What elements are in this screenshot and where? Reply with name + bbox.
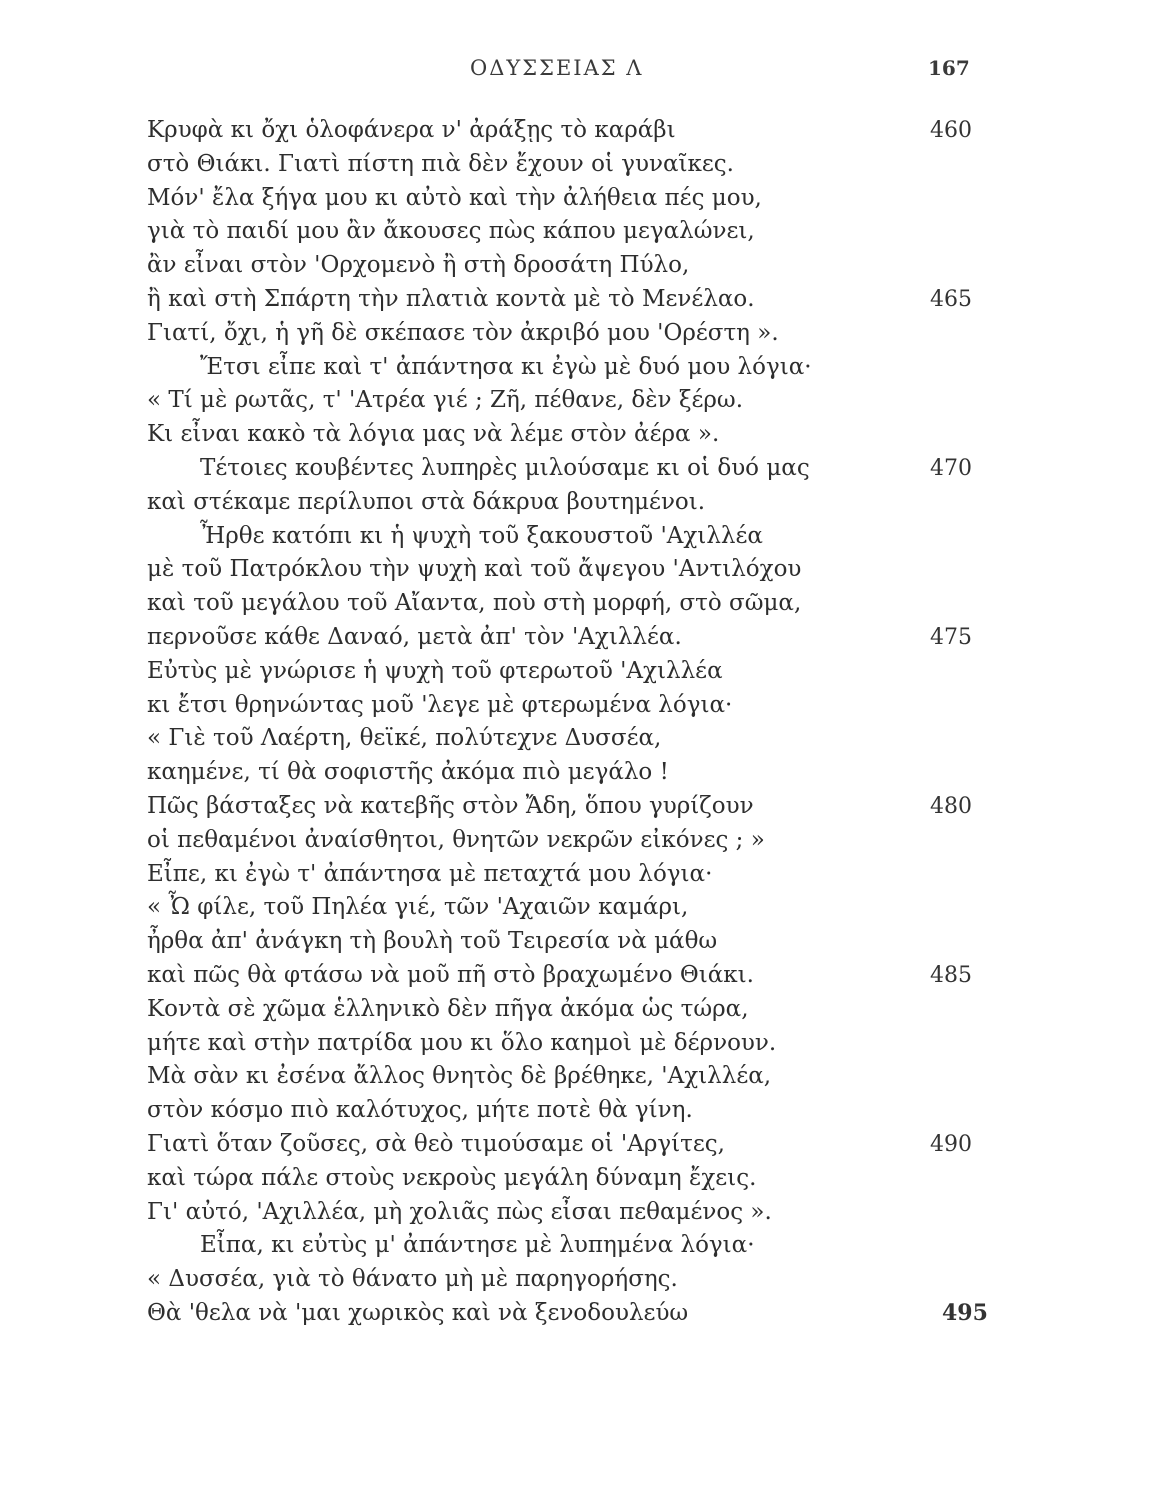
verse-text: Εἶπε, κι ἐγὼ τ' ἀπάντησα μὲ πεταχτά μου λόγια· xyxy=(147,860,713,887)
verse-text: « Τί μὲ ρωτᾶς, τ' 'Ατρέα γιέ ; Ζῆ, πέθανε, δὲν ξέρω. xyxy=(147,387,744,414)
verse-text: γιὰ τὸ παιδί μου ἂν ἄκουσες πὼς κάπου μεγαλώνει, xyxy=(147,218,755,245)
verse-text: καημένε, τί θὰ σοφιστῆς ἀκόμα πιὸ μεγάλο ! xyxy=(147,759,669,786)
verse-text: ἦρθα ἀπ' ἀνάγκη τὴ βουλὴ τοῦ Τειρεσία νὰ μάθω xyxy=(147,928,718,955)
verse-line xyxy=(0,1128,1174,1162)
verse-text: μήτε καὶ στὴν πατρίδα μου κι ὅλο καημοὶ μὲ δέρνουν. xyxy=(147,1029,777,1056)
verse-line xyxy=(0,148,1174,182)
verse-line xyxy=(0,993,1174,1027)
verse-text: « Ὦ φίλε, τοῦ Πηλέα γιέ, τῶν 'Αχαιῶν καμάρι, xyxy=(147,894,689,921)
verse-text: Θὰ 'θελα νὰ 'μαι χωρικὸς καὶ νὰ ξενοδουλεύω xyxy=(147,1299,689,1326)
verse-line xyxy=(0,858,1174,892)
verse-text: Εὐτὺς μὲ γνώρισε ἡ ψυχὴ τοῦ φτερωτοῦ 'Αχιλλέα xyxy=(147,657,723,684)
verse-line xyxy=(0,283,1174,317)
verse-text: καὶ τοῦ μεγάλου τοῦ Αἴαντα, ποὺ στὴ μορφή, στὸ σῶμα, xyxy=(147,590,802,617)
verse-text: κι ἔτσι θρηνώντας μοῦ 'λεγε μὲ φτερωμένα λόγια· xyxy=(147,691,733,718)
verse-line xyxy=(0,486,1174,520)
verse-number: 490 xyxy=(930,1131,972,1157)
verse-line xyxy=(0,1263,1174,1297)
verse-text: Κρυφὰ κι ὄχι ὁλοφάνερα ν' ἀράξῃς τὸ καράβι xyxy=(147,117,676,143)
verse-line xyxy=(0,756,1174,790)
verse-line xyxy=(0,1060,1174,1094)
verse-line xyxy=(0,587,1174,621)
verse-text: ἂν εἶναι στὸν 'Ορχομενὸ ἢ στὴ δροσάτη Πύλο, xyxy=(147,252,690,279)
verse-text: Τέτοιες κουβέντες λυπηρὲς μιλούσαμε κι οἱ δυό μας xyxy=(200,454,810,481)
verse-text: Μὰ σὰν κι ἐσένα ἄλλος θνητὸς δὲ βρέθηκε, 'Αχιλλέα, xyxy=(147,1063,772,1090)
verse-line xyxy=(0,689,1174,723)
verse-text: Γιατί, ὄχι, ἡ γῆ δὲ σκέπασε τὸν ἀκριβό μου 'Ορέστη ». xyxy=(147,319,779,346)
verse-line xyxy=(0,790,1174,824)
verse-text: περνοῦσε κάθε Δαναό, μετὰ ἀπ' τὸν 'Αχιλλέα. xyxy=(147,623,682,650)
verse-line xyxy=(0,114,1174,148)
verse-line xyxy=(0,520,1174,554)
verse-text: στὸν κόσμο πιὸ καλότυχος, μήτε ποτὲ θὰ γίνη. xyxy=(147,1097,693,1124)
verse-number: 460 xyxy=(930,118,972,143)
verse-text: ἢ καὶ στὴ Σπάρτη τὴν πλατιὰ κοντὰ μὲ τὸ Μενέλαο. xyxy=(147,285,755,312)
verse-line xyxy=(0,1229,1174,1263)
verse-line xyxy=(0,925,1174,959)
verse-line xyxy=(0,824,1174,858)
verse-text: Πῶς βάσταξες νὰ κατεβῆς στὸν Ἄδη, ὅπου γυρίζουν xyxy=(147,792,754,819)
verse-block xyxy=(0,114,1174,1331)
verse-number: 470 xyxy=(930,455,972,481)
verse-line xyxy=(0,249,1174,283)
verse-number: 475 xyxy=(930,624,972,650)
verse-text: Κοντὰ σὲ χῶμα ἑλληνικὸ δὲν πῆγα ἀκόμα ὡς τώρα, xyxy=(147,995,749,1022)
verse-line xyxy=(0,553,1174,587)
verse-text: Ἔτσι εἶπε καὶ τ' ἀπάντησα κι ἐγὼ μὲ δυό μου λόγια· xyxy=(200,353,812,380)
verse-line xyxy=(0,1196,1174,1230)
verse-number: 480 xyxy=(930,793,972,819)
verse-text: Εἶπα, κι εὐτὺς μ' ἀπάντησε μὲ λυπημένα λόγια· xyxy=(200,1232,755,1259)
verse-line xyxy=(0,1094,1174,1128)
verse-line xyxy=(0,722,1174,756)
verse-text: καὶ τώρα πάλε στοὺς νεκροὺς μεγάλη δύναμη ἔχεις. xyxy=(147,1164,757,1191)
verse-line xyxy=(0,1297,1174,1331)
verse-line xyxy=(0,1027,1174,1061)
verse-line xyxy=(0,959,1174,993)
running-title: ΟΔΥΣΣΕΙΑΣ Λ xyxy=(470,56,644,80)
verse-text: Μόν' ἔλα ξήγα μου κι αὐτὸ καὶ τὴν ἀλήθεια πές μου, xyxy=(147,184,762,211)
verse-text: καὶ στέκαμε περίλυποι στὰ δάκρυα βουτημένοι. xyxy=(147,488,706,515)
verse-text: Ἦρθε κατόπι κι ἡ ψυχὴ τοῦ ξακουστοῦ 'Αχιλλέα xyxy=(200,522,763,549)
verse-line xyxy=(0,891,1174,925)
verse-line xyxy=(0,418,1174,452)
verse-text: οἱ πεθαμένοι ἀναίσθητοι, θνητῶν νεκρῶν εἰκόνες ; » xyxy=(147,826,765,853)
verse-line xyxy=(0,1162,1174,1196)
verse-text: στὸ Θιάκι. Γιατὶ πίστη πιὰ δὲν ἔχουν οἱ γυναῖκες. xyxy=(147,150,734,177)
page-number: 167 xyxy=(928,56,970,80)
verse-line xyxy=(0,317,1174,351)
verse-text: καὶ πῶς θὰ φτάσω νὰ μοῦ πῆ στὸ βραχωμένο Θιάκι. xyxy=(147,961,754,988)
verse-line xyxy=(0,452,1174,486)
verse-text: μὲ τοῦ Πατρόκλου τὴν ψυχὴ καὶ τοῦ ἄψεγου 'Αντιλόχου xyxy=(147,556,802,583)
verse-text: Γι' αὐτό, 'Αχιλλέα, μὴ χολιᾶς πὼς εἶσαι πεθαμένος ». xyxy=(147,1198,772,1225)
running-head xyxy=(0,56,1174,86)
verse-text: Κι εἶναι κακὸ τὰ λόγια μας νὰ λέμε στὸν ἀέρα ». xyxy=(147,421,720,448)
verse-number: 485 xyxy=(930,962,972,988)
verse-line xyxy=(0,384,1174,418)
verse-line xyxy=(0,351,1174,385)
verse-line xyxy=(0,215,1174,249)
verse-number: 465 xyxy=(930,286,972,312)
verse-text: « Δυσσέα, γιὰ τὸ θάνατο μὴ μὲ παρηγορήσης. xyxy=(147,1266,678,1293)
verse-text: Γιατὶ ὅταν ζοῦσες, σὰ θεὸ τιμούσαμε οἱ 'Αργίτες, xyxy=(147,1130,725,1157)
verse-line xyxy=(0,655,1174,689)
verse-text: « Γιὲ τοῦ Λαέρτη, θεϊκέ, πολύτεχνε Δυσσέα, xyxy=(147,725,662,752)
verse-line xyxy=(0,182,1174,216)
verse-number: 495 xyxy=(942,1299,988,1326)
verse-line xyxy=(0,621,1174,655)
